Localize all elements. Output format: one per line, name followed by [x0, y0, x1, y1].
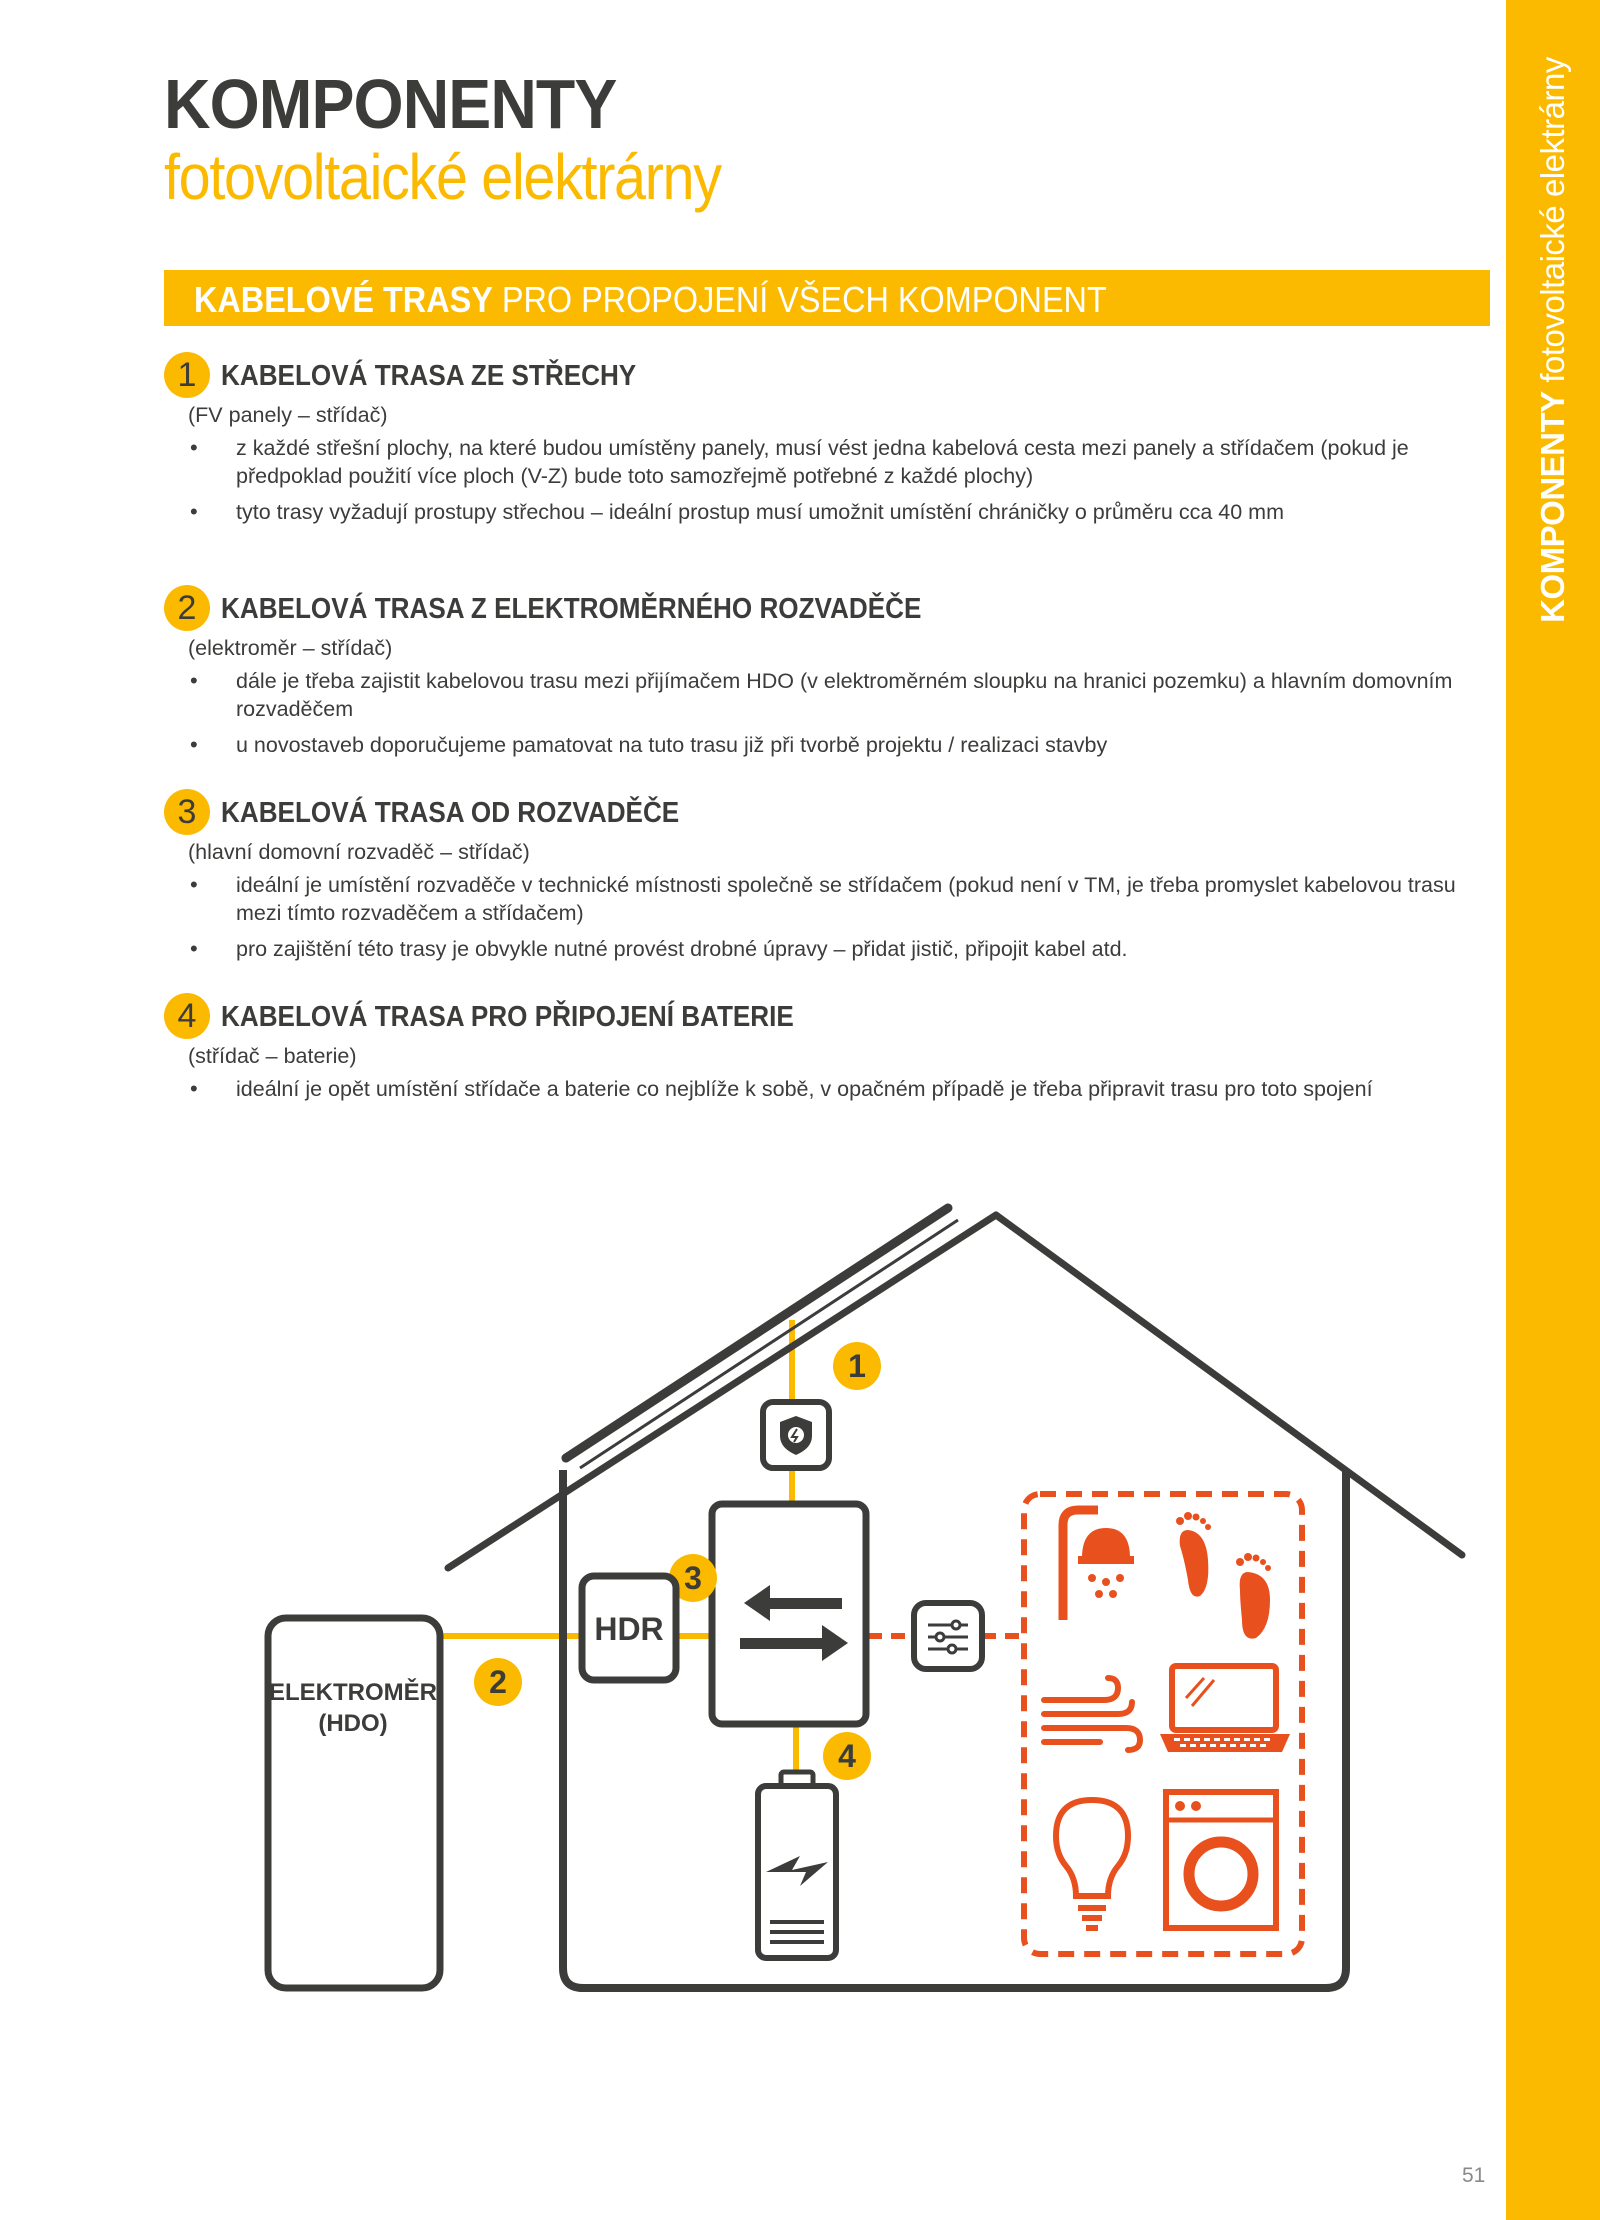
hdr-box: [582, 1576, 676, 1680]
page-title: KOMPONENTY: [164, 65, 617, 143]
solar-panel-edge: [566, 1207, 948, 1457]
side-title: [1534, 57, 1572, 623]
bullet-item: • ideální je umístění rozvaděče v technické místnosti společně se střídačem (pokud není v TM, je třeba promyslet kabelovou trasu mezi tímto rozvaděčem a střídačem): [188, 871, 1484, 927]
section-subtitle: (FV panely – střídač): [188, 403, 388, 427]
surge-protector: [763, 1402, 829, 1468]
section-title: KABELOVÁ TRASA OD ROZVADĚČE: [221, 797, 680, 829]
section-header: [164, 585, 1484, 633]
page-number: 51: [1462, 2164, 1486, 2187]
section-band: [164, 270, 1490, 326]
bullet-item: • u novostaveb doporučujeme pamatovat na tuto trasu již při tvorbě projektu / realizaci stavby: [188, 731, 1484, 759]
controller-sliders-icon: [928, 1621, 968, 1653]
marker-3-label: 3: [684, 1560, 702, 1596]
bullet-item: • ideální je opět umístění střídače a baterie co nejblíže k sobě, v opačném případě je třeba připravit trasu pro toto spojení: [188, 1075, 1484, 1103]
section-header: [164, 789, 1484, 837]
section-subtitle: (hlavní domovní rozvaděč – střídač): [188, 840, 530, 864]
bullet-list: [188, 1075, 1484, 1103]
battery: [758, 1772, 836, 1958]
house-diagram: [0, 1180, 1600, 2030]
controller: [914, 1603, 982, 1669]
bullet-list: [188, 871, 1484, 963]
section-number: 1: [164, 352, 210, 398]
electricity-meter: [268, 1618, 440, 1988]
section-3: [164, 789, 1484, 971]
band-bold: KABELOVÉ TRASY: [194, 279, 493, 320]
bullet-item: • z každé střešní plochy, na které budou umístěny panely, musí vést jedna kabelová cesta mezi panely a střídačem (pokud je předpoklad použití více ploch (V-Z) bude toto samozřejmě potřebné z každé plochy): [188, 434, 1484, 490]
section-title: KABELOVÁ TRASA Z ELEKTROMĚRNÉHO ROZVADĚČE: [221, 593, 922, 625]
bullet-list: [188, 434, 1484, 526]
section-number: 2: [164, 585, 210, 631]
marker-4-label: 4: [838, 1738, 856, 1774]
bullet-list: [188, 667, 1484, 759]
section-2: [164, 585, 1484, 767]
bullet-item: • tyto trasy vyžadují prostupy střechou – ideální prostup musí umožnit umístění chráničky o průměru cca 40 mm: [188, 498, 1484, 526]
meter-label: ELEKTROMĚR: [269, 1679, 437, 1706]
washing-machine-icon: [1166, 1792, 1276, 1928]
inverter: [712, 1504, 866, 1724]
band-text: [194, 279, 1107, 321]
shower-icon: [1063, 1510, 1134, 1620]
section-subtitle: (elektroměr – střídač): [188, 636, 393, 660]
house-outline: [448, 1215, 1462, 1568]
section-title: KABELOVÁ TRASA ZE STŘECHY: [221, 360, 637, 392]
section-header: [164, 352, 1484, 400]
laptop-icon: [1160, 1666, 1290, 1752]
lightbulb-icon: [1056, 1800, 1128, 1928]
section-title: KABELOVÁ TRASA PRO PŘIPOJENÍ BATERIE: [221, 1001, 794, 1033]
meter-label-sub: (HDO): [318, 1710, 388, 1737]
section-number: 4: [164, 993, 210, 1039]
wind-icon: [1044, 1678, 1140, 1750]
bullet-item: • pro zajištění této trasy je obvykle nutné provést drobné úpravy – přidat jistič, připojit kabel atd.: [188, 935, 1484, 963]
marker-2-label: 2: [489, 1664, 507, 1700]
section-4: [164, 993, 1484, 1111]
side-title-thin: fotovoltaické elektrárny: [1534, 57, 1571, 383]
section-1: [164, 352, 1484, 534]
hdr-label: HDR: [594, 1611, 664, 1647]
page-subtitle: fotovoltaické elektrárny: [164, 141, 721, 213]
section-subtitle: (střídač – baterie): [188, 1044, 357, 1068]
footprints-icon: [1176, 1512, 1271, 1639]
band-thin: PRO PROPOJENÍ VŠECH KOMPONENT: [501, 279, 1107, 320]
side-title-bold: KOMPONENTY: [1534, 391, 1571, 623]
section-header: [164, 993, 1484, 1041]
section-number: 3: [164, 789, 210, 835]
bullet-item: • dále je třeba zajistit kabelovou trasu mezi přijímačem HDO (v elektroměrném sloupku na hranici pozemku) a hlavním domovním rozvaděčem: [188, 667, 1484, 723]
marker-1-label: 1: [848, 1348, 866, 1384]
